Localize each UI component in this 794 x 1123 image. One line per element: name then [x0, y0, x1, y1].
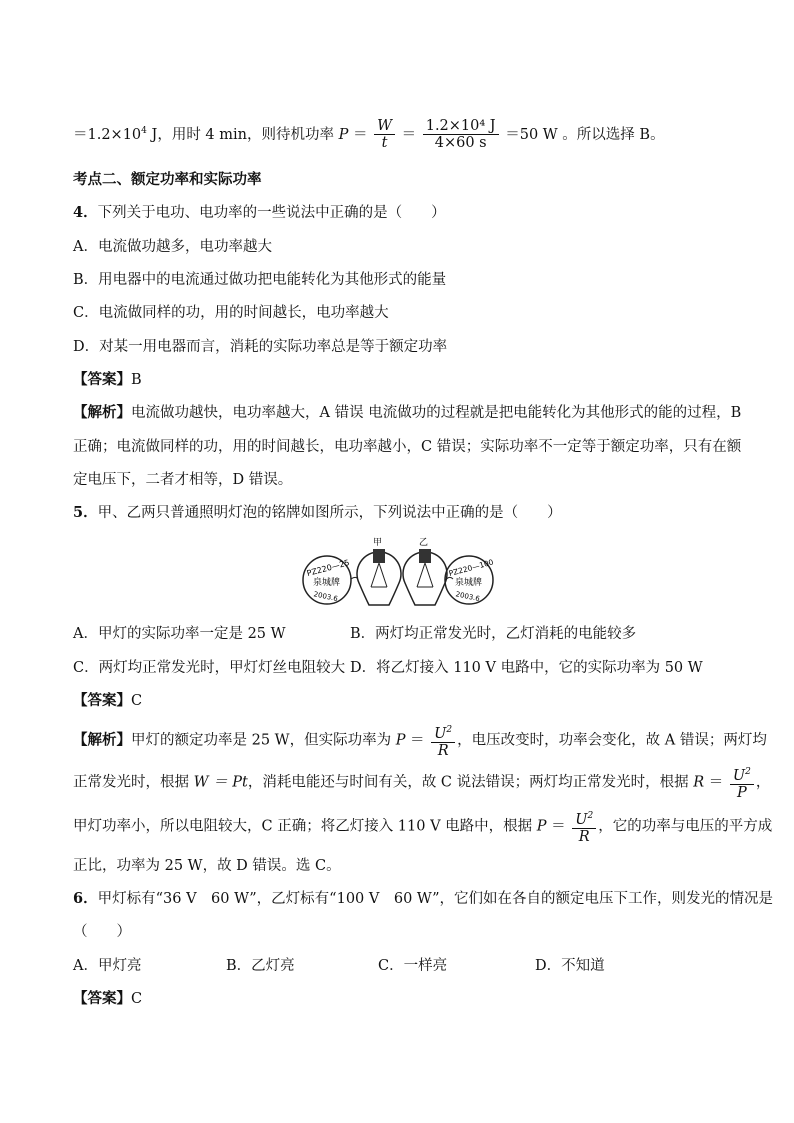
seal-left-date: 2003.6: [312, 590, 339, 604]
denominator: R: [437, 742, 449, 759]
option-b: B．两灯均正常发光时，乙灯消耗的电能较多: [350, 626, 637, 642]
exponent: 2: [745, 767, 751, 777]
text: ＝: [397, 126, 421, 143]
symbol-U: U: [575, 811, 588, 828]
exponent: 2: [446, 725, 453, 735]
answer-value: C: [131, 991, 143, 1007]
explanation-text: 正常发光时，根据: [73, 774, 194, 791]
bulb-right-base: [419, 549, 431, 563]
question-6-stem: [73, 889, 773, 909]
label-yi: 乙: [419, 538, 429, 548]
seal-right-model: PZ220—100: [447, 557, 495, 579]
numerator: [730, 764, 754, 785]
question-text: 甲、乙两只普通照明灯泡的铭牌如图所示，下列说法中正确的是（ ）: [97, 505, 562, 521]
answer-line: [73, 989, 142, 1009]
fraction-U2-R: [431, 722, 455, 759]
explanation-text: 电流做功越快，电功率越大，A 错误 电流做功的过程就是把电能转化为其他形式的能的过程，B: [131, 405, 742, 421]
option-b: B．乙灯亮: [226, 958, 295, 974]
text: ＝1.2×10: [73, 126, 142, 143]
explanation-text: ，: [755, 774, 771, 791]
numerator: W: [374, 118, 395, 135]
answer-line: [73, 370, 142, 390]
option-a: A．电流做功越多，电功率越大: [73, 239, 272, 255]
explanation-line-2: 正常发光时，根据 W ＝ Pt，消耗电能还与时间有关，故 C 说法错误；两灯均正常发光时，根据 R ＝ $\frac{U^2}{P}$ ，: [73, 764, 770, 801]
numerator: [431, 722, 455, 743]
exponent: 4: [141, 126, 147, 136]
bulb-left-base: [373, 549, 385, 563]
symbol-U: U: [434, 725, 447, 742]
seal-left-model: PZ220—25: [305, 558, 351, 579]
explanation-text: ，消耗电能还与时间有关，故 C 说法错误；两灯均正常发光时，根据: [247, 774, 694, 791]
explanation-text: ，它的功率与电压的平方成: [598, 818, 773, 835]
question-6-blank: （ ）: [73, 924, 131, 940]
seal-right-brand: 泉城牌: [455, 578, 483, 588]
explanation-tag: 【解析】: [73, 404, 131, 421]
bulb-nameplate-figure: [297, 535, 497, 615]
option-d: D．不知道: [535, 958, 605, 974]
explanation-line-1: [73, 403, 741, 423]
question-number: 4．: [73, 204, 98, 221]
answer-tag: 【答案】: [73, 692, 131, 709]
explanation-line-4: 正比，功率为 25 W，故 D 错误。选 C。: [73, 858, 341, 874]
fraction-U2-R: [572, 808, 596, 845]
fraction-W-t: [374, 118, 395, 151]
option-a: A．甲灯的实际功率一定是 25 W: [73, 626, 286, 642]
label-jia: 甲: [373, 538, 383, 548]
seal-left-brand: 泉城牌: [313, 578, 341, 588]
answer-tag: 【答案】: [73, 990, 131, 1007]
text: ，用时 4 min，则待机功率: [157, 126, 339, 143]
fraction-U2-P: [730, 764, 754, 801]
question-5-stem: [73, 503, 562, 523]
formula-W-Pt: W ＝ Pt: [193, 774, 248, 791]
denominator: R: [578, 828, 590, 845]
option-c: C．两灯均正常发光时，甲灯灯丝电阻较大: [73, 660, 346, 676]
section-heading: 考点二、额定功率和实际功率: [73, 171, 262, 188]
explanation-line-3: 定电压下，二者才相等，D 错误。: [73, 472, 293, 488]
numerator: [572, 808, 596, 829]
bulbs-diagram: [297, 535, 497, 615]
fraction-values: [423, 118, 499, 151]
explanation-line-2: 正确；电流做同样的功，用的时间越长，电功率越小，C 错误；实际功率不一定等于额定功率，只有在额: [73, 439, 742, 455]
symbol-P: P: [395, 732, 406, 749]
text: ＝50 W 。所以选择 B。: [500, 126, 665, 143]
explanation-text: 甲灯功率小，所以电阻较大，C 正确；将乙灯接入 110 V 电路中，根据: [73, 818, 537, 835]
answer-value: B: [131, 372, 142, 388]
explanation-text: 甲灯的额定功率是 25 W，但实际功率为: [131, 732, 396, 749]
question-text: 下列关于电功、电功率的一些说法中正确的是（ ）: [97, 205, 446, 221]
denominator: P: [736, 784, 747, 801]
question-4-stem: [73, 203, 446, 223]
answer-value: C: [131, 693, 143, 709]
symbol-R: R: [693, 774, 705, 791]
denominator: t: [381, 135, 388, 152]
option-a: A．甲灯亮: [73, 958, 142, 974]
option-c: C．一样亮: [378, 958, 448, 974]
denominator: 4×60 s: [434, 135, 487, 152]
answer-tag: 【答案】: [73, 371, 131, 388]
option-c: C．电流做同样的功，用的时间越长，电功率越大: [73, 305, 389, 321]
question-number: 5．: [73, 504, 98, 521]
text: J: [146, 126, 158, 143]
explanation-tag: 【解析】: [73, 731, 131, 749]
text: ＝: [348, 126, 373, 143]
exponent: 2: [587, 811, 594, 821]
symbol-P: P: [338, 126, 349, 143]
symbol-U: U: [732, 767, 746, 784]
explanation-line-1: 【解析】甲灯的额定功率是 25 W，但实际功率为 P ＝ $\frac{U^2}{R}$ ，电压改变时，功率会变化，故 A 错误；两灯均: [73, 722, 767, 759]
formula-line: [73, 113, 665, 153]
numerator: 1.2×10⁴ J: [423, 118, 499, 135]
symbol-P: P: [536, 818, 547, 835]
option-d: D．将乙灯接入 110 V 电路中，它的实际功率为 50 W: [350, 660, 703, 676]
explanation-line-3: 甲灯功率小，所以电阻较大，C 正确；将乙灯接入 110 V 电路中，根据 P ＝ $\frac{U^2}{R}$ ，它的功率与电压的平方成: [73, 808, 772, 845]
explanation-text: ，电压改变时，功率会变化，故 A 错误；两灯均: [457, 732, 767, 749]
question-text: 甲灯标有“36 V 60 W”，乙灯标有“100 V 60 W”，它们如在各自的额定电压下工作，则发光的情况是: [97, 891, 773, 907]
seal-right-date: 2003.6: [454, 590, 481, 604]
question-number: 6．: [73, 890, 98, 907]
answer-line: [73, 691, 142, 711]
option-d: D．对某一用电器而言，消耗的实际功率总是等于额定功率: [73, 339, 448, 355]
option-b: B．用电器中的电流通过做功把电能转化为其他形式的能量: [73, 272, 447, 288]
